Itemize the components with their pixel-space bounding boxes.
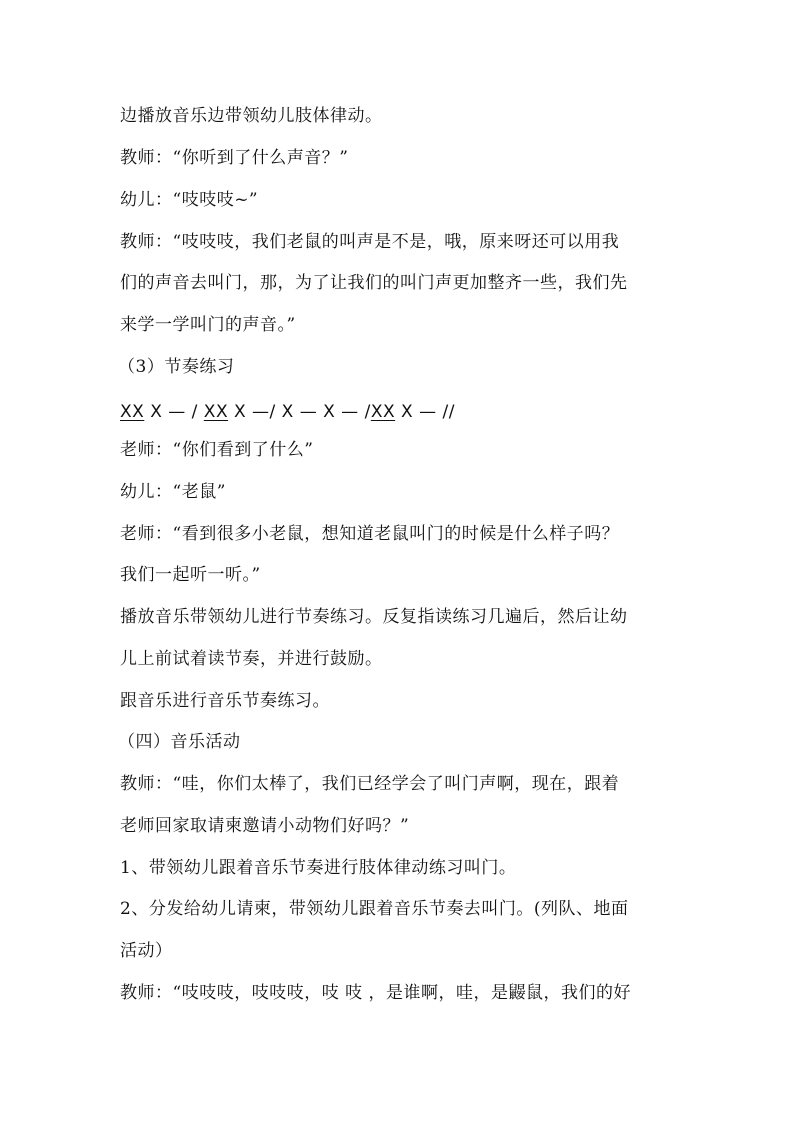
text-line: 活动） [120,941,173,961]
text-line: 教师：“吱吱吱，吱吱吱，吱 吱 ，是谁啊，哇，是鼹鼠，我们的好 [120,983,631,1003]
section-heading: （3）节奏练习 [118,357,235,377]
text-line: 教师：“哇，你们太棒了，我们已经学会了叫门声啊，现在，跟着 [120,774,620,794]
text-line: 我们一起听一听。” [120,565,261,585]
text-line: 教师：“你听到了什么声音？” [120,148,349,168]
text-line: 来学一学叫门的声音。” [120,315,296,335]
rhythm-underlined-note: XX [370,402,396,422]
rhythm-underlined-note: XX [203,402,229,422]
text-line: 边播放音乐边带领幼儿肢体律动。 [120,106,383,126]
section-heading: （四）音乐活动 [118,732,241,752]
rhythm-underlined-note: XX [120,402,145,422]
text-line: 跟音乐进行音乐节奏练习。 [120,691,330,711]
text-line: 老师：“看到很多小老鼠，想知道老鼠叫门的时候是什么样子吗？ [120,524,620,544]
text-line: 老师回家取请柬邀请小动物们好吗？” [120,816,410,836]
text-line: 老师：“你们看到了什么” [120,440,314,460]
text-line: 幼儿：“吱吱吱~” [120,190,259,210]
list-item: 1、带领幼儿跟着音乐节奏进行肢体律动练习叫门。 [120,858,517,878]
text-line: 教师：“吱吱吱，我们老鼠的叫声是不是，哦，原来呀还可以用我 [120,232,620,252]
rhythm-notation [120,400,690,424]
text-line: 儿上前试着读节奏，并进行鼓励。 [120,649,383,669]
text-line: 们的声音去叫门，那，为了让我们的叫门声更加整齐一些，我们先 [120,273,628,293]
text-line: 幼儿：“老鼠” [120,482,226,502]
rhythm-segment: X —/ X — X — / [228,402,371,422]
list-item: 2、分发给幼儿请柬，带领幼儿跟着音乐节奏去叫门。(列队、地面 [120,899,629,919]
text-line: 播放音乐带领幼儿进行节奏练习。反复指读练习几遍后，然后让幼 [120,607,628,627]
rhythm-segment: X — / [144,402,204,422]
rhythm-segment: X — // [395,402,455,422]
